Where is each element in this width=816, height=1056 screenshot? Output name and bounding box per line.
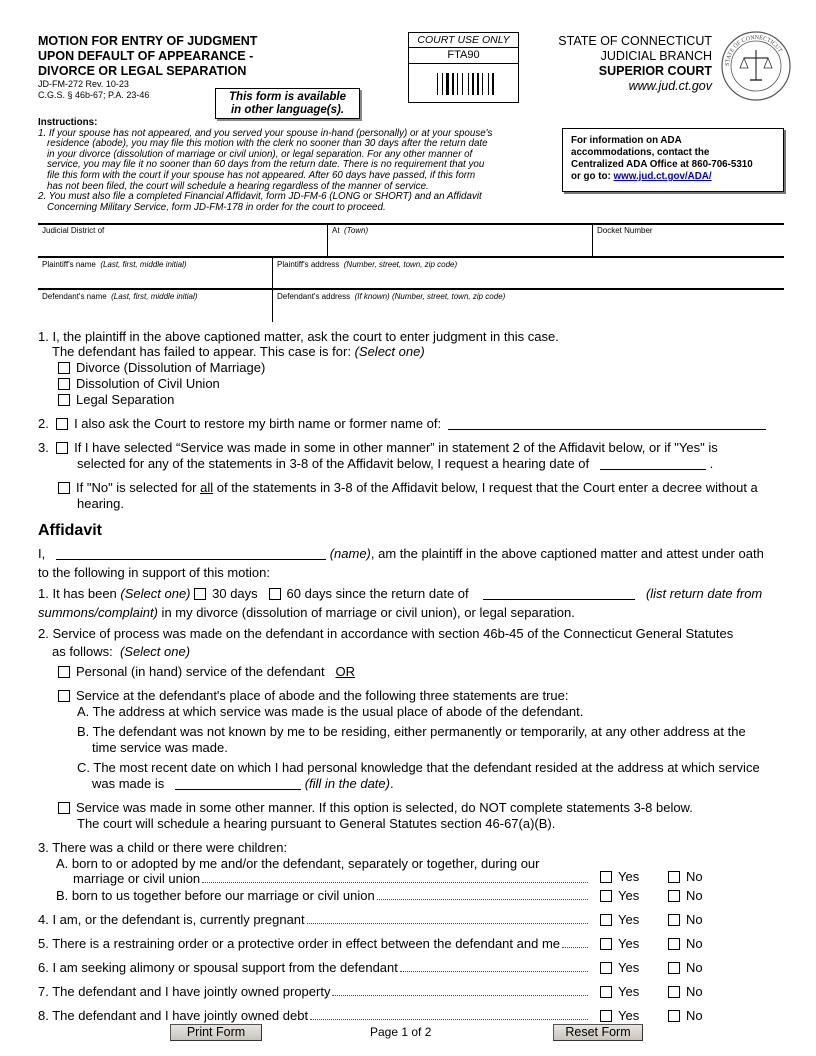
statement-4-cont: hearing. xyxy=(77,496,124,511)
text: If I have selected “Service was made in some in other manner” in statement 2 of the Affidavit below, or if "Yes" is xyxy=(74,440,718,455)
court-info xyxy=(558,34,712,94)
option-label: Dissolution of Civil Union xyxy=(76,376,220,391)
label: No xyxy=(686,869,703,884)
instruction-line: in your divorce (dissolution of marriage or civil union), or legal separation. For any other manner of xyxy=(47,148,473,160)
language-note-line: This form is available xyxy=(229,91,346,103)
label: Yes xyxy=(618,912,640,927)
checkbox[interactable] xyxy=(58,378,70,390)
ada-prefix: or go to: xyxy=(571,171,614,182)
checkbox[interactable] xyxy=(600,1010,612,1022)
barcode-bar xyxy=(472,73,474,95)
label: Yes xyxy=(618,888,640,903)
barcode-bar xyxy=(442,73,443,95)
abode-statement-c-cont: was made is (fill in the date). xyxy=(92,776,394,791)
checkbox[interactable] xyxy=(668,871,680,883)
barcode-bar xyxy=(437,73,438,95)
text: 4. I am, or the defendant is, currently pregnant xyxy=(38,912,305,927)
checkbox[interactable] xyxy=(668,962,680,974)
checkbox[interactable] xyxy=(58,394,70,406)
abode-statement-a: A. The address at which service was made is the usual place of abode of the defendant. xyxy=(77,704,584,719)
title-line: DIVORCE OR LEGAL SEPARATION xyxy=(38,64,247,78)
field-label: Plaintiff's name xyxy=(42,260,96,269)
court-use-box xyxy=(408,32,519,103)
barcode-bar xyxy=(468,73,469,95)
field-hint: (Town) xyxy=(344,226,369,235)
text: If "No" is selected for xyxy=(76,480,201,495)
docket-number-field[interactable] xyxy=(593,223,784,256)
label: No xyxy=(686,936,703,951)
text: marriage or civil union xyxy=(73,871,201,886)
hint: (Select one) xyxy=(119,644,191,659)
statement-3: 3. If I have selected “Service was made in some in other manner” in statement 2 of the Affidavit below, or if "Yes" is xyxy=(38,440,718,455)
affidavit-1 xyxy=(38,586,762,602)
language-note-line: in other language(s). xyxy=(230,104,345,116)
field-label: Plaintiff's address xyxy=(277,260,340,269)
label: Yes xyxy=(618,869,640,884)
website: www.jud.ct.gov xyxy=(628,79,712,93)
checkbox[interactable] xyxy=(600,871,612,883)
q8-yes[interactable] xyxy=(600,1008,639,1024)
no-hearing-checkbox[interactable] xyxy=(58,482,70,494)
text: I, xyxy=(38,546,46,561)
text: was made is xyxy=(92,776,165,791)
question-6 xyxy=(38,960,590,976)
court-use-label: COURT USE ONLY xyxy=(409,33,518,48)
text: of the statements in 3-8 of the Affidavit below, I request that the Court enter a decree without a xyxy=(213,480,758,495)
hint: (Select one) xyxy=(120,586,191,601)
affiant-line-2: to the following in support of this motion: xyxy=(38,565,270,580)
page-indicator: Page 1 of 2 xyxy=(370,1025,432,1039)
question-5 xyxy=(38,936,590,952)
checkbox[interactable] xyxy=(600,962,612,974)
text: Personal (in hand) service of the defendant xyxy=(76,664,325,679)
q5-no[interactable] xyxy=(668,936,703,952)
q6-no[interactable] xyxy=(668,960,703,976)
language-note[interactable] xyxy=(215,88,360,119)
label: Yes xyxy=(618,984,640,999)
60-days-checkbox[interactable] xyxy=(269,588,281,600)
ada-link[interactable]: www.jud.ct.gov/ADA/ xyxy=(613,171,712,182)
text: 30 days xyxy=(212,586,258,601)
text: all xyxy=(200,480,214,495)
field-hint: (Last, first, middle initial) xyxy=(100,260,187,269)
checkbox[interactable] xyxy=(668,890,680,902)
checkbox[interactable] xyxy=(58,690,70,702)
text: 7. The defendant and I have jointly owned property xyxy=(38,984,331,999)
question-3a-cont xyxy=(73,871,590,887)
checkbox[interactable] xyxy=(600,890,612,902)
residence-date-input[interactable] xyxy=(175,789,301,790)
question-3a: A. born to or adopted by me and/or the defendant, separately or together, during our xyxy=(56,856,540,871)
text: , am the plaintiff in the above captioned matter and attest under oath xyxy=(370,546,764,561)
abode-statement-b: B. The defendant was not known by me to be residing, either permanently or temporarily, at any other address at the xyxy=(77,724,746,739)
court-code: FTA90 xyxy=(409,48,518,64)
judicial-district-field[interactable] xyxy=(38,223,327,256)
abode-service-option[interactable] xyxy=(58,688,568,704)
text: 6. I am seeking alimony or spousal support from the defendant xyxy=(38,960,398,975)
label: No xyxy=(686,960,703,975)
barcode xyxy=(437,73,493,95)
label: No xyxy=(686,912,703,927)
label: No xyxy=(686,984,703,999)
barcode-bar xyxy=(492,73,494,95)
plaintiff-name-field[interactable] xyxy=(38,257,272,288)
30-days-checkbox[interactable] xyxy=(194,588,206,600)
q3a-yes[interactable] xyxy=(600,869,639,885)
ada-line: accommodations, contact the xyxy=(571,147,710,158)
checkbox[interactable] xyxy=(58,666,70,678)
hearing-checkbox[interactable] xyxy=(56,442,68,454)
affidavit-2-cont xyxy=(52,644,190,660)
instruction-line: has not been filed, the court will schedule a hearing regardless of the manner of service. xyxy=(47,180,429,192)
q3a-no[interactable] xyxy=(668,869,703,885)
instructions-heading: Instructions: xyxy=(38,117,98,128)
field-label: Judicial District of xyxy=(42,226,105,235)
label: Yes xyxy=(618,1008,640,1023)
hint: (fill in the date) xyxy=(304,776,390,791)
judicial-seal-icon xyxy=(720,30,792,102)
field-label: Defendant's name xyxy=(42,292,107,301)
barcode-bar xyxy=(477,73,479,95)
question-3: 3. There was a child or there were children: xyxy=(38,840,288,855)
print-form-button[interactable]: Print Form xyxy=(170,1024,262,1041)
label: Yes xyxy=(618,936,640,951)
instruction-line: residence (abode), you may file this motion with the clerk no sooner than 30 days after the return date xyxy=(47,138,488,150)
checkbox[interactable] xyxy=(58,362,70,374)
field-hint: (Number, street, town, zip code) xyxy=(343,260,458,269)
title-line: MOTION FOR ENTRY OF JUDGMENT xyxy=(38,34,258,48)
q5-yes[interactable] xyxy=(600,936,639,952)
affidavit-heading: Affidavit xyxy=(38,522,102,539)
statute: C.G.S. § 46b-67; P.A. 23-46 xyxy=(38,90,150,100)
barcode-bar xyxy=(446,73,449,95)
statement-1: 1. I, the plaintiff in the above captioned matter, ask the court to enter judgment in this case. xyxy=(38,329,559,344)
hint: summons/complaint) xyxy=(38,605,158,620)
text: 60 days since the return date of xyxy=(286,586,469,601)
instruction-line: service, you may file it no sooner than 60 days from the return date. There is no requirement that you xyxy=(47,159,485,171)
form-title xyxy=(38,34,257,79)
affidavit-2: 2. Service of process was made on the defendant in accordance with section 46b-45 of the Connecticut General Statutes xyxy=(38,626,734,641)
instruction-line: 2. You must also file a completed Financial Affidavit, form JD-FM-6 (LONG or SHORT) and an Affidavit xyxy=(38,191,482,203)
barcode-bar xyxy=(457,73,458,95)
question-8 xyxy=(38,1008,590,1024)
statement-3-cont: selected for any of the statements in 3-8 of the Affidavit below, I request a hearing date of . xyxy=(77,456,714,471)
hint: (list return date from xyxy=(645,586,763,601)
instruction-line: file this form with the court if your spouse has not appeared. After 60 days have passed, if this form xyxy=(47,169,476,181)
option-label: Legal Separation xyxy=(76,392,175,407)
q3b-yes[interactable] xyxy=(600,888,639,904)
checkbox[interactable] xyxy=(668,986,680,998)
personal-service-option[interactable] xyxy=(58,664,355,680)
hint: (name) xyxy=(329,546,371,561)
branch-name: JUDICIAL BRANCH xyxy=(600,49,712,63)
checkbox[interactable] xyxy=(600,914,612,926)
question-3b xyxy=(56,888,590,904)
label: Yes xyxy=(618,960,640,975)
text: in my divorce (dissolution of marriage or civil union), or legal separation. xyxy=(157,605,575,620)
instruction-line: Concerning Military Service, form JD-FM-178 in order for the court to proceed. xyxy=(47,201,386,213)
court-name: SUPERIOR COURT xyxy=(598,64,712,78)
text: 8. The defendant and I have jointly owned debt xyxy=(38,1008,309,1023)
case-fields xyxy=(38,223,784,321)
field-label: At xyxy=(332,226,340,235)
abode-statement-b-cont: time service was made. xyxy=(92,740,228,755)
text: I also ask the Court to restore my birth name or former name of: xyxy=(74,416,442,431)
text: B. born to us together before our marriage or civil union xyxy=(56,888,375,903)
instruction-line: 1. If your spouse has not appeared, and you served your spouse in-hand (personally) or at your spouse's xyxy=(38,127,493,139)
barcode-bar xyxy=(462,73,463,95)
restore-name-checkbox[interactable] xyxy=(56,418,68,430)
option-legal-separation[interactable] xyxy=(58,392,174,408)
abode-statement-c: C. The most recent date on which I had personal knowledge that the defendant resided at the address at which service xyxy=(77,760,760,775)
text: as follows: xyxy=(52,644,113,659)
barcode-bar xyxy=(452,73,454,95)
text: The defendant has failed to appear. This case is for: xyxy=(52,344,351,359)
state-name: STATE OF CONNECTICUT xyxy=(558,34,712,48)
field-label: Docket Number xyxy=(597,226,653,235)
q8-no[interactable] xyxy=(668,1008,703,1024)
affidavit-1-cont xyxy=(38,605,575,621)
checkbox[interactable] xyxy=(58,802,70,814)
option-label: Divorce (Dissolution of Marriage) xyxy=(76,360,266,375)
hint: (Select one) xyxy=(354,344,425,359)
defendant-name-field[interactable] xyxy=(38,289,272,321)
town-field[interactable] xyxy=(328,223,592,256)
instruction-item xyxy=(38,129,558,214)
other-service-note: The court will schedule a hearing pursuant to General Statutes section 46-67(a)(B). xyxy=(77,816,556,831)
question-7 xyxy=(38,984,590,1000)
plaintiff-address-field[interactable] xyxy=(273,257,784,288)
other-service-option[interactable] xyxy=(58,800,693,816)
form-number: JD-FM-272 Rev. 10-23 xyxy=(38,79,129,89)
question-4 xyxy=(38,912,590,928)
instructions xyxy=(38,118,558,213)
affiant-name-input[interactable] xyxy=(56,559,326,560)
checkbox[interactable] xyxy=(668,938,680,950)
field-hint: (If known) (Number, street, town, zip code) xyxy=(354,292,506,301)
ada-line: For information on ADA xyxy=(571,135,682,146)
statement-4 xyxy=(58,480,758,496)
barcode-bar xyxy=(482,73,483,95)
reset-form-button[interactable]: Reset Form xyxy=(553,1024,643,1041)
label: No xyxy=(686,888,703,903)
field-hint: (Last, first, middle initial) xyxy=(111,292,198,301)
barcode-bar xyxy=(488,73,489,95)
checkbox[interactable] xyxy=(668,914,680,926)
checkbox[interactable] xyxy=(668,1010,680,1022)
statement-1-case-type xyxy=(52,344,425,360)
option-civil-union[interactable] xyxy=(58,376,220,392)
text: OR xyxy=(335,664,355,679)
return-date-input[interactable] xyxy=(483,599,635,600)
field-label: Defendant's address xyxy=(277,292,351,301)
q4-no[interactable] xyxy=(668,912,703,928)
option-divorce[interactable] xyxy=(58,360,265,376)
q7-yes[interactable] xyxy=(600,984,639,1000)
checkbox[interactable] xyxy=(600,986,612,998)
statement-2: 2. I also ask the Court to restore my birth name or former name of: xyxy=(38,416,766,432)
svg-text:STATE OF CONNECTICUT: STATE OF CONNECTICUT xyxy=(724,34,783,67)
text: selected for any of the statements in 3-8 of the Affidavit below, I request a hearing date of xyxy=(77,456,590,471)
q4-yes[interactable] xyxy=(600,912,639,928)
ada-line: Centralized ADA Office at 860-706-5310 xyxy=(571,159,753,170)
text: 1. It has been xyxy=(38,586,121,601)
defendant-address-field[interactable] xyxy=(273,289,784,321)
q7-no[interactable] xyxy=(668,984,703,1000)
ada-info-box xyxy=(562,128,784,192)
title-line: UPON DEFAULT OF APPEARANCE - xyxy=(38,49,254,63)
q6-yes[interactable] xyxy=(600,960,639,976)
affiant-line xyxy=(38,546,764,562)
text: 5. There is a restraining order or a protective order in effect between the defendant and me xyxy=(38,936,560,951)
checkbox[interactable] xyxy=(600,938,612,950)
former-name-input[interactable] xyxy=(448,429,766,430)
q3b-no[interactable] xyxy=(668,888,703,904)
hearing-date-input[interactable] xyxy=(600,469,706,470)
text: Service at the defendant's place of abode and the following three statements are true: xyxy=(76,688,569,703)
label: No xyxy=(686,1008,703,1023)
text: Service was made in some other manner. If this option is selected, do NOT complete statements 3-8 below. xyxy=(76,800,693,815)
